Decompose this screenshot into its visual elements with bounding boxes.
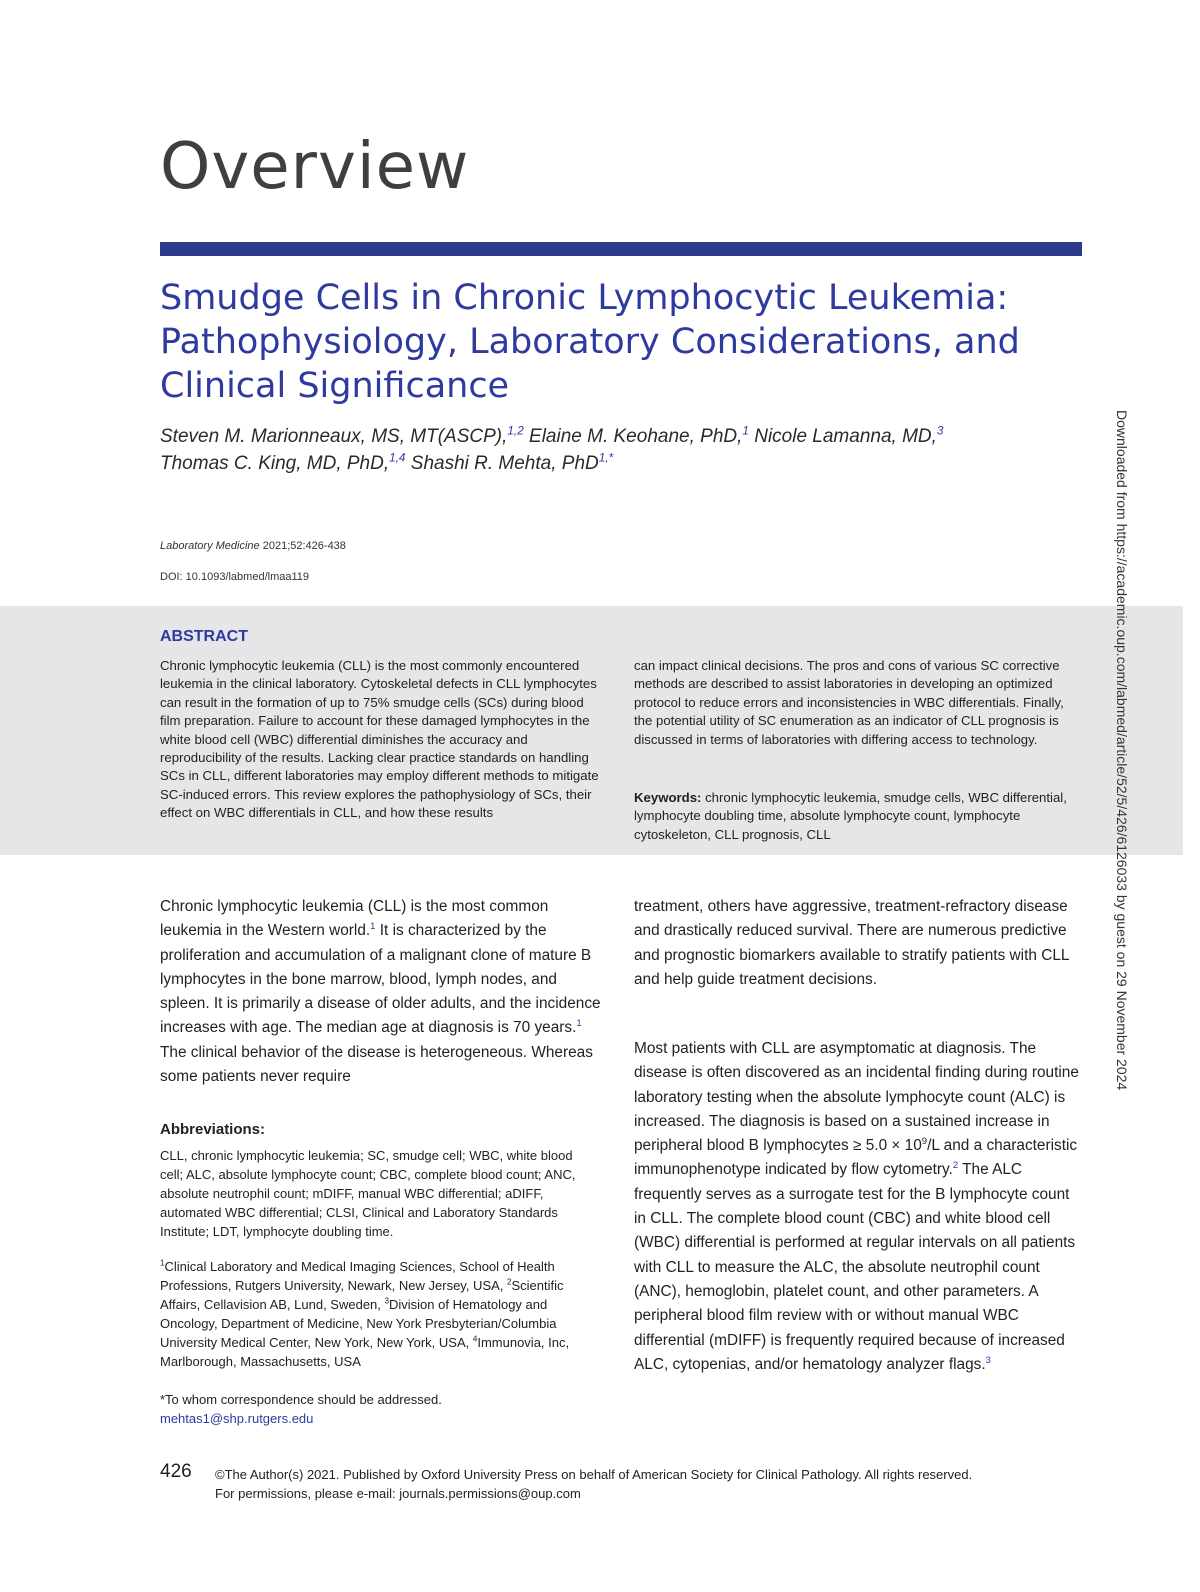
affiliation-marker: 1: [160, 1258, 165, 1268]
reference-marker[interactable]: 2: [952, 1160, 959, 1172]
copyright-text: ©The Author(s) 2021. Published by Oxford University Press on behalf of American Society for Clinical Pathology. All rights reserved.: [215, 1467, 973, 1482]
author-list: [160, 423, 1080, 477]
affiliation-marker: 4: [472, 1334, 478, 1344]
reference-marker[interactable]: 3: [985, 1354, 991, 1366]
author-affiliation-marker: 1: [742, 424, 749, 438]
author-affiliation-marker: 1,4: [389, 451, 406, 465]
body-text: The ALC frequently serves as a surrogate test for the B lymphocyte count in CLL. The complete blood count (CBC) and white blood cell (WBC) differential is performed at regular intervals on all patients with CLL to measure the ALC, the absolute neutrophil count (ANC), hemoglobin, platelet count, and other parameters. A peripheral blood film review with or without manual WBC differential (mDIFF) is frequently required because of increased ALC, cytopenias, and/or hematology analyzer flags.: [634, 1161, 1076, 1373]
copyright-notice: [215, 1465, 1095, 1503]
citation-volume: 2021;52:426-438: [259, 540, 346, 552]
author-name: Shashi R. Mehta, PhD: [410, 453, 599, 474]
author-affiliation-marker: 3: [936, 424, 944, 438]
body-text: The clinical behavior of the disease is heterogeneous. Whereas some patients never require: [160, 1043, 593, 1086]
article-title: Smudge Cells in Chronic Lymphocytic Leukemia: Pathophysiology, Laboratory Considerations, and Clinical Significance: [160, 278, 1020, 406]
affiliation-text: Clinical Laboratory and Medical Imaging Sciences, School of Health Professions, Rutgers University, Newark, New Jersey, USA,: [160, 1259, 555, 1293]
page-number: 426: [160, 1461, 192, 1482]
section-label: Overview: [160, 130, 470, 204]
author-name: Steven M. Marionneaux, MS, MT(ASCP),: [160, 426, 508, 447]
body-paragraph-1: [160, 895, 603, 1089]
body-text: Most patients with CLL are asymptomatic at diagnosis. The disease is often discovered as an incidental finding during routine laboratory testing when the absolute lymphocyte count (ALC) is increased. The diagnosis is based on a sustained increase in peripheral blood B lymphocytes ≥ 5.0 × 10: [634, 1040, 1079, 1155]
body-paragraph-1-continued: treatment, others have aggressive, treatment-refractory disease and drastically reduced survival. There are numerous predictive and prognostic biomarkers available to stratify patients with CLL and help guide treatment decisions.: [634, 898, 1069, 988]
author-name: Nicole Lamanna, MD,: [754, 426, 937, 447]
correspondence-note: *To whom correspondence should be addressed.: [160, 1392, 442, 1407]
exponent: 9: [921, 1136, 928, 1148]
correspondence-email[interactable]: mehtas1@shp.rutgers.edu: [160, 1411, 314, 1426]
abbreviations-heading: Abbreviations:: [160, 1121, 266, 1138]
keywords: [634, 789, 1082, 844]
affiliations: [160, 1257, 592, 1371]
author-name: Elaine M. Keohane, PhD,: [529, 426, 743, 447]
section-rule: [160, 242, 1082, 256]
download-watermark: Downloaded from https://academic.oup.com/labmed/article/52/5/426/6126033 by guest on 29 November 2024: [1114, 410, 1130, 1091]
author-affiliation-marker: 1,2: [507, 424, 524, 438]
affiliation-text: Immunovia, Inc, Marlborough, Massachusetts, USA: [160, 1335, 570, 1369]
reference-marker[interactable]: 1: [370, 921, 376, 933]
body-text: /L and a characteristic immunophenotype indicated by flow cytometry.: [634, 1137, 1078, 1179]
affiliation-text: Division of Hematology and Oncology, Department of Medicine, New York Presbyterian/Columbia University Medical Center, New York, New York, USA,: [160, 1297, 557, 1350]
abbreviations-text: CLL, chronic lymphocytic leukemia; SC, smudge cell; WBC, white blood cell; ALC, absolute lymphocyte count; CBC, complete blood count; ANC, absolute neutrophil count; mDIFF, manual WBC differential; aDIFF, automated WBC differential; CLSI, Clinical and Laboratory Standards Institute; LDT, lymphocyte doubling time.: [160, 1148, 576, 1239]
doi: DOI: 10.1093/labmed/lmaa119: [160, 571, 309, 583]
correspondence: [160, 1390, 592, 1428]
journal-name: Laboratory Medicine: [160, 540, 260, 552]
keywords-text: chronic lymphocytic leukemia, smudge cells, WBC differential, lymphocyte doubling time, absolute lymphocyte count, lymphocyte cytoskeleton, CLL prognosis, CLL: [634, 790, 1067, 842]
abstract-heading: ABSTRACT: [160, 628, 248, 645]
abstract-text-right: can impact clinical decisions. The pros and cons of various SC corrective methods are described to assist laboratories in developing an optimized protocol to reduce errors and inconsistencies in WBC differentials. Finally, the potential utility of SC enumeration as an indicator of CLL prognosis is discussed in terms of laboratories with differing access to technology.: [634, 658, 1064, 747]
reference-marker[interactable]: 1: [576, 1018, 582, 1030]
permissions-text: For permissions, please e-mail: journals.permissions@oup.com: [215, 1486, 581, 1501]
body-paragraph-2: [634, 1037, 1082, 1377]
abstract-text-left: Chronic lymphocytic leukemia (CLL) is the most commonly encountered leukemia in the clinical laboratory. Cytoskeletal defects in CLL lymphocytes can result in the formation of up to 75% smudge cells (SCs) during blood film preparation. Failure to account for these damaged lymphocytes in the white blood cell (WBC) differential diminishes the accuracy and reproducibility of the results. Lacking clear practice standards on handling SCs in CLL, different laboratories may employ different methods to mitigate SC-induced errors. This review explores the pathophysiology of SCs, their effect on WBC differentials in CLL, and how these results: [160, 658, 599, 821]
affiliation-marker: 2: [507, 1277, 512, 1287]
author-affiliation-marker: 1,*: [598, 451, 614, 465]
body-text: Chronic lymphocytic leukemia (CLL) is the most common leukemia in the Western world.: [160, 898, 549, 940]
citation: [160, 540, 346, 552]
affiliation-marker: 3: [384, 1296, 389, 1306]
affiliation-text: Scientific Affairs, Cellavision AB, Lund, Sweden,: [160, 1278, 564, 1312]
body-text: It is characterized by the proliferation and accumulation of a malignant clone of mature B lymphocytes in the bone marrow, blood, lymph nodes, and spleen. It is primarily a disease of older adults, and the incidence increases with age. The median age at diagnosis is 70 years.: [160, 922, 601, 1037]
keywords-label: Keywords:: [634, 790, 702, 805]
author-name: Thomas C. King, MD, PhD,: [160, 453, 390, 474]
